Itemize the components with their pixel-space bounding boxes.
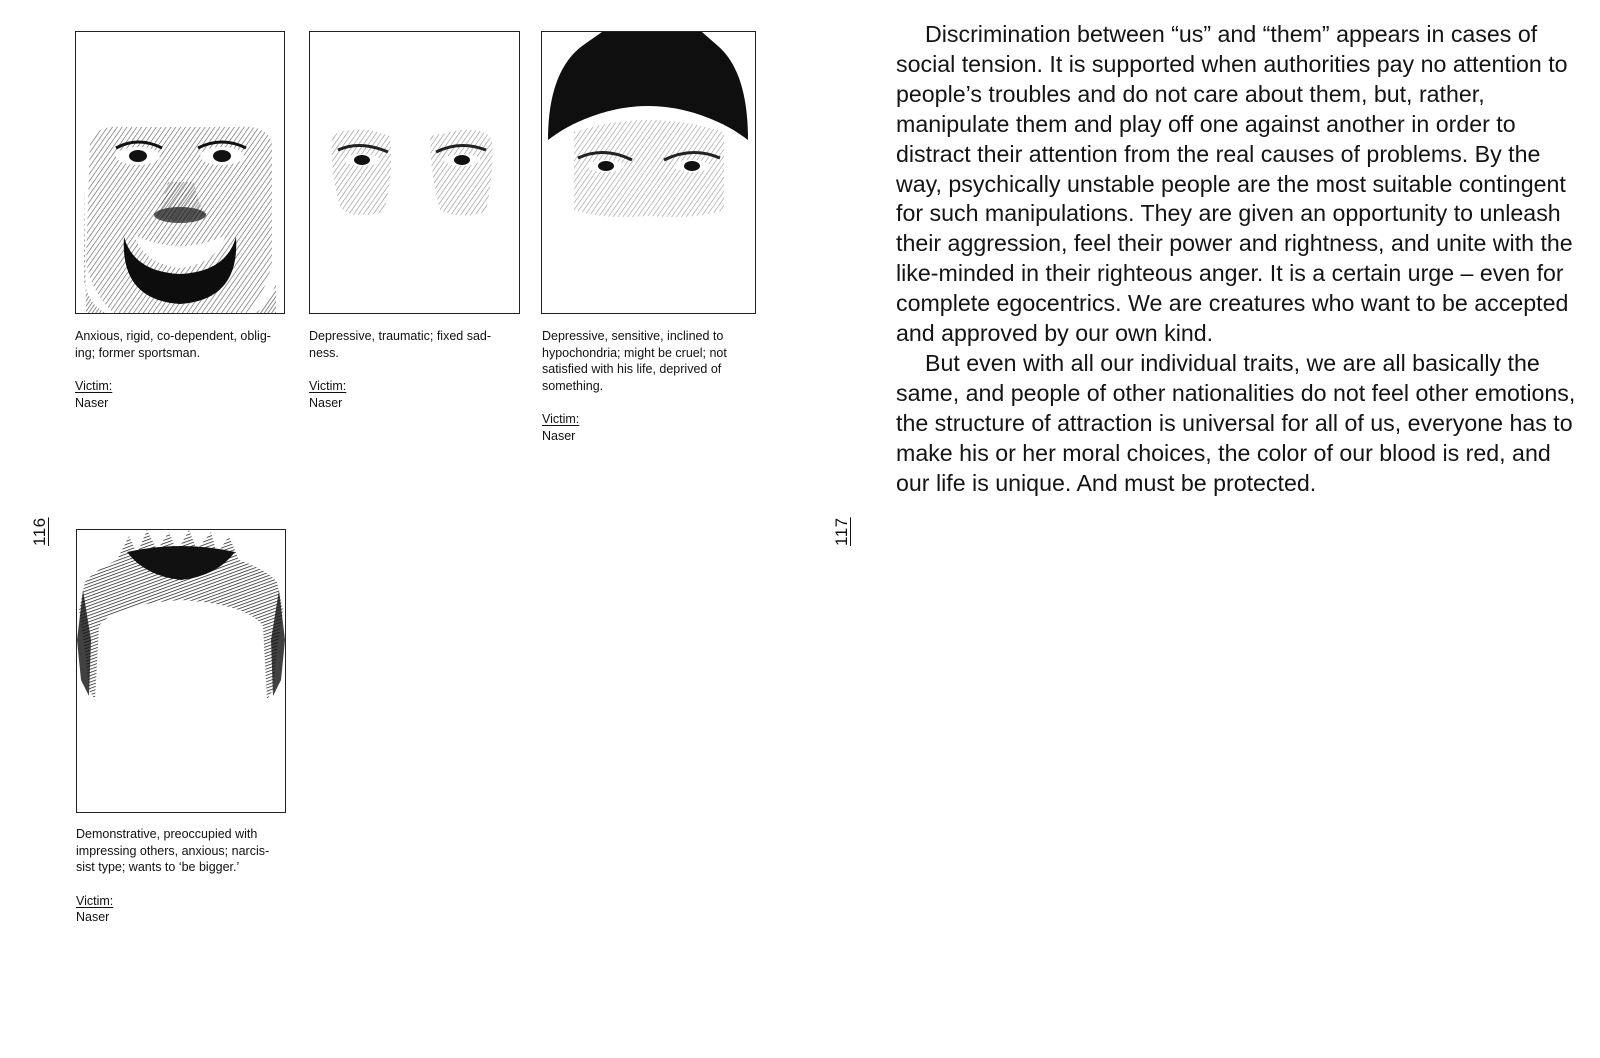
victim-label: Victim:	[542, 412, 580, 427]
body-text	[896, 20, 1586, 499]
portrait-caption-4	[76, 826, 288, 926]
portrait-sketch-3	[541, 31, 756, 314]
portrait-sketch-2	[309, 31, 520, 314]
page-number: 117	[832, 517, 851, 546]
body-paragraph: Discrimination between “us” and “them” appears in cases of social tension. It is supported when authorities pay no attention to people’s troubles and do not care about them, but, rather, manipulate them and play off one against another in order to distract their attention from the real causes of problems. By the way, psychically unstable people are the most suitable contingent for such manipulations. They are given an opportunity to unleash their aggression, feel their power and rightness, and unite with the like-minded in their righteous anger. It is a certain urge – even for complete egocentrics. We are creatures who want to be accepted and approved by our own kind.	[896, 21, 1573, 347]
victim-name: Naser	[76, 910, 110, 925]
portrait-sketch-1	[75, 31, 285, 314]
victim-name: Naser	[309, 395, 343, 410]
body-paragraph: But even with all our individual traits, we are all basically the same, and people of other nationalities do not feel other emotions, the structure of attraction is universal for all of us, everyone has to make his or her moral choices, the color of our blood is red, and our life is unique. And must be protected.	[896, 349, 1576, 496]
victim-label: Victim:	[75, 379, 113, 394]
victim-name: Naser	[75, 395, 109, 410]
portrait-description: Anxious, rigid, co-dependent, oblig- ing; former sportsman.	[75, 329, 271, 360]
victim-label: Victim:	[76, 893, 114, 908]
sketch-face-cap-icon	[542, 32, 755, 313]
portrait-description: Depressive, sensitive, inclined to hypochondria; might be cruel; not satisfied with his life, deprived of something.	[542, 329, 727, 393]
portrait-caption-3	[542, 328, 757, 445]
page-number: 116	[30, 517, 49, 546]
portrait-sketch-4	[76, 529, 286, 813]
sketch-hair-only-icon	[77, 530, 285, 812]
right-page	[800, 0, 1600, 1058]
portrait-description: Demonstrative, preoccupied with impressing others, anxious; narcis- sist type; wants to ‘be bigger.’	[76, 827, 270, 875]
victim-name: Naser	[542, 428, 576, 443]
portrait-caption-2	[309, 328, 521, 411]
victim-label: Victim:	[309, 379, 347, 394]
portrait-description: Depressive, traumatic; fixed sad- ness.	[309, 329, 492, 360]
sketch-face-goatee-icon	[76, 32, 284, 313]
sketch-eyes-only-icon	[310, 32, 519, 313]
portrait-caption-1	[75, 328, 287, 411]
